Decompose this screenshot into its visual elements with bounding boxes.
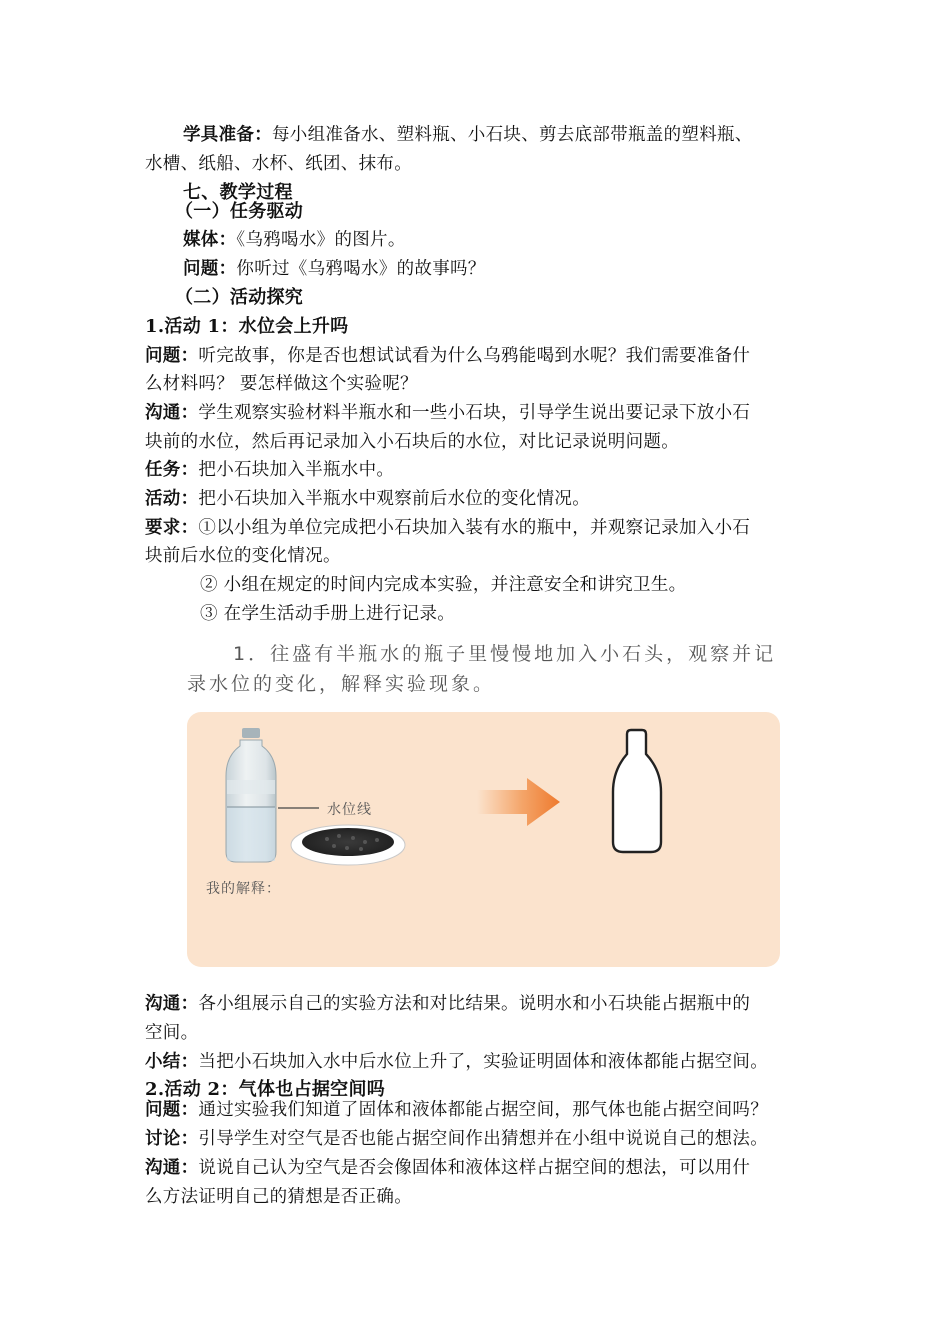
af-comm-label: 沟通： (145, 994, 199, 1014)
question-line (183, 258, 486, 280)
activity-2-discussion (145, 1128, 768, 1150)
activity-1-task (145, 459, 394, 481)
a1-question-label: 问题： (145, 346, 199, 366)
a2-question-text: 通过实验我们知道了固体和液体都能占据空间，那气体也能占据空间吗？ (198, 1100, 769, 1120)
a1-req-item-2: ② 小组在规定的时间内完成本实验，并注意安全和讲究卫生。 (200, 575, 687, 595)
part-2-title: （二）活动探究 (175, 287, 304, 308)
activity-1-question-1 (145, 345, 750, 367)
a2-comm-text-1: 说说自己认为空气是否会像固体和液体这样占据空间的想法，可以用什 (198, 1158, 751, 1178)
after-fig-communication-1 (145, 993, 750, 1015)
arrow-right-icon (477, 778, 560, 826)
experiment-illustration (187, 712, 780, 967)
figure-caption-1: 1．往盛有半瓶水的瓶子里慢慢地加入小石头，观察并记 (233, 643, 777, 665)
activity-2-question (145, 1099, 768, 1121)
a1-question-text-1: 听完故事，你是否也想试试看为什么乌鸦能喝到水呢？我们需要准备什 (198, 346, 751, 366)
activity-1-requirement-1 (145, 517, 750, 539)
activity-1-title: 1.活动 1：水位会上升吗 (145, 316, 349, 337)
prep-text-2: 水槽、纸船、水杯、纸团、抹布。 (145, 154, 412, 174)
a1-comm-text-2: 块前的水位，然后再记录加入小石块后的水位，对比记录说明问题。 (145, 432, 679, 452)
a2-discussion-text: 引导学生对空气是否也能占据空间作出猜想并在小组中说说自己的想法。 (198, 1129, 769, 1149)
a1-question-text-2: 么材料吗？ 要怎样做这个实验呢？ (145, 374, 418, 394)
a2-question-label: 问题： (145, 1100, 199, 1120)
figure-caption-2: 录水位的变化，解释实验现象。 (187, 673, 496, 695)
a1-req-label: 要求： (145, 518, 199, 538)
a2-comm-text-2: 么方法证明自己的猜想是否正确。 (145, 1187, 412, 1207)
activity-2-communication-1 (145, 1157, 750, 1179)
part-1-title: （一）任务驱动 (175, 201, 304, 222)
question-text: 你听过《乌鸦喝水》的故事吗？ (236, 259, 486, 279)
section-7-title: 七、教学过程 (183, 182, 293, 203)
af-comm-text-2: 空间。 (145, 1023, 199, 1043)
a1-req-text-1: ①以小组为单位完成把小石块加入装有水的瓶中，并观察记录加入小石 (198, 518, 751, 538)
prep-text-1: 每小组准备水、塑料瓶、小石块、剪去底部带瓶盖的塑料瓶、 (272, 125, 753, 145)
a1-req-item-3: ③ 在学生活动手册上进行记录。 (200, 604, 456, 624)
prep-line-1 (183, 124, 753, 146)
activity-1-communication-1 (145, 402, 750, 424)
media-text: 《乌鸦喝水》的图片。 (236, 230, 406, 250)
a1-req-text-2: 块前后水位的变化情况。 (145, 546, 341, 566)
a2-comm-label: 沟通： (145, 1158, 199, 1178)
empty-bottle-icon (613, 730, 661, 852)
question-label: 问题： (183, 259, 237, 279)
a1-task-label: 任务： (145, 460, 199, 480)
media-line (183, 229, 406, 251)
a1-task-text: 把小石块加入半瓶水中。 (198, 460, 395, 480)
a2-discussion-label: 讨论： (145, 1129, 199, 1149)
activity-1-activity (145, 488, 590, 510)
media-label: 媒体： (183, 230, 237, 250)
af-comm-text-1: 各小组展示自己的实验方法和对比结果。说明水和小石块能占据瓶中的 (198, 994, 751, 1014)
a1-act-text: 把小石块加入半瓶水中观察前后水位的变化情况。 (198, 489, 591, 509)
a1-act-label: 活动： (145, 489, 199, 509)
water-line-label: 水位线 (327, 802, 372, 818)
activity-2-title: 2.活动 2：气体也占据空间吗 (145, 1079, 386, 1100)
water-bottle-icon (226, 728, 276, 862)
prep-label: 学具准备： (183, 125, 272, 145)
summary-line (145, 1051, 768, 1073)
explain-label: 我的解释： (206, 881, 281, 897)
summary-text: 当把小石块加入水中后水位上升了，实验证明固体和液体都能占据空间。 (198, 1052, 769, 1072)
stones-plate-icon (291, 825, 405, 865)
summary-label: 小结： (145, 1052, 199, 1072)
a1-comm-label: 沟通： (145, 403, 199, 423)
a1-comm-text-1: 学生观察实验材料半瓶水和一些小石块，引导学生说出要记录下放小石 (198, 403, 751, 423)
